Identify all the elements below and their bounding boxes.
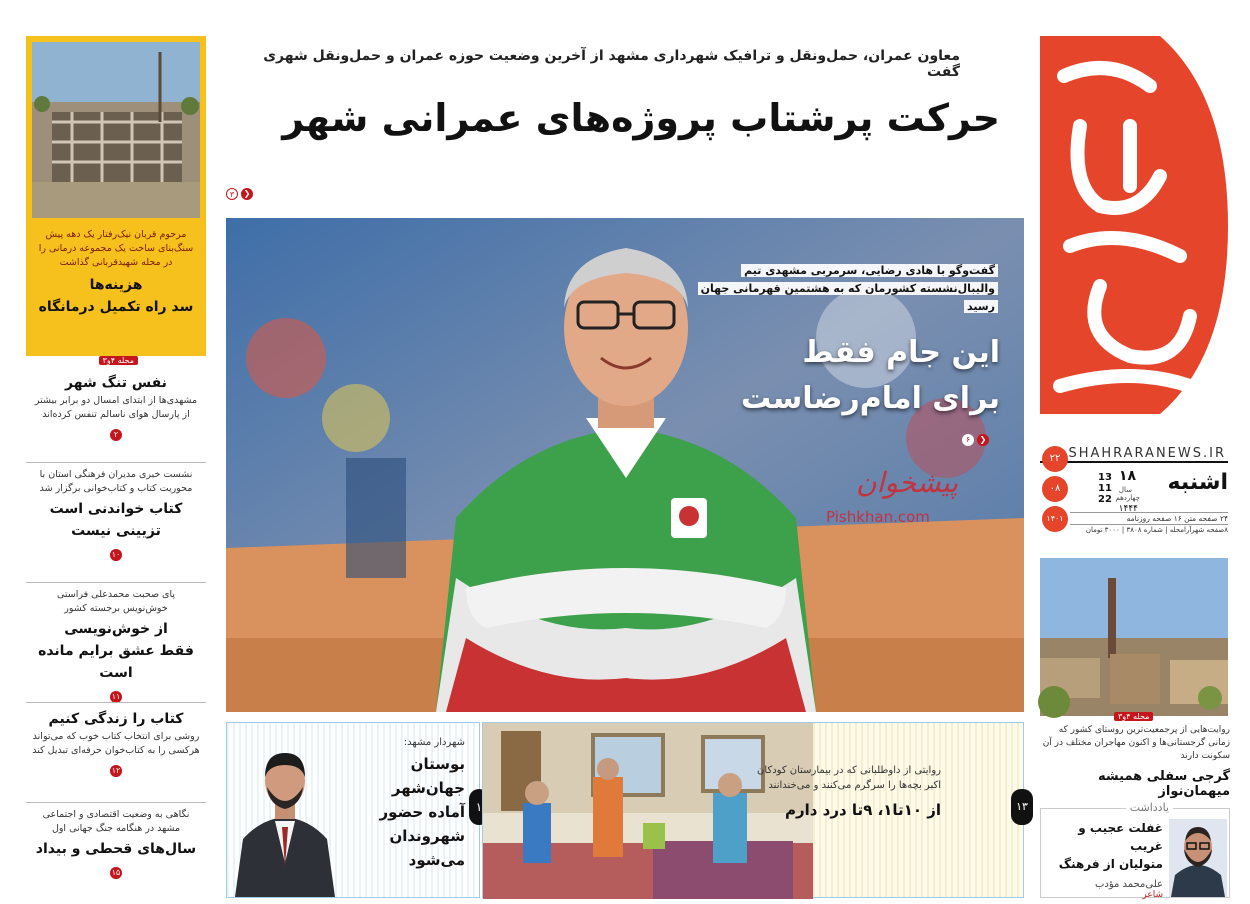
opinion-title-1: غفلت عجیب و غریب (1078, 821, 1163, 853)
main-story-kicker: گفت‌وگو با هادی رضایی، سرمربی مشهدی تیم والیبال‌نشسته کشورمان که به هشتمین قهرمانی جهان رسید (698, 262, 998, 316)
left-item-2-title-1: کتاب خواندنی است (49, 501, 183, 517)
hospital-story-text (741, 763, 941, 819)
right-photo-section-tag[interactable]: محله ۴و۳ (1114, 704, 1153, 723)
mayor-story-title-3: می‌شود (408, 851, 465, 869)
author-portrait (1169, 819, 1227, 897)
headline-page-number: ۳ (226, 188, 238, 200)
day-name: اشنبه (1167, 470, 1228, 495)
village-photo (1040, 558, 1228, 716)
left-item-4[interactable] (26, 708, 206, 798)
hospital-story[interactable] (482, 722, 1028, 898)
divider (26, 802, 206, 803)
hospital-story-kicker: روایتی از داوطلبانی که در بیمارستان کودکان اکبر بچه‌ها را سرگرم می‌کنند و می‌خندانند (757, 765, 941, 791)
label-sal: سال (1118, 486, 1132, 494)
left-item-3-kicker: پای صحبت محمدعلی فراستی خوش‌نویس برجسته کشور (56, 589, 176, 614)
left-column (26, 36, 206, 896)
opinion-title-2: متولیان از فرهنگ (1058, 857, 1163, 871)
construction-site-image (32, 42, 200, 218)
day-fa: ۱۸ (1118, 468, 1136, 484)
circle-day: ۲۲ (1042, 446, 1068, 472)
opinion-role: شاعر (1142, 890, 1163, 900)
opinion-author: علی‌محمد مؤدب (1094, 879, 1163, 890)
main-story-title-line-2: برای امام‌رضاست (740, 381, 1000, 416)
left-item-2[interactable] (26, 468, 206, 578)
mayor-portrait (231, 743, 339, 897)
mayor-story-title-1: بوستان جهان‌شهر (391, 755, 465, 797)
issue-circles (1040, 446, 1068, 532)
headline-kicker: معاون عمران، حمل‌ونقل و ترافیک شهرداری مشهد از آخرین وضعیت حوزه عمران و حمل‌ونقل شهری گفت (263, 48, 960, 80)
opinion-text (1043, 819, 1163, 900)
watermark-text: پیشخوان (856, 466, 959, 499)
left-item-3[interactable] (26, 588, 206, 701)
left-item-1-page: ۲ (110, 429, 122, 441)
left-item-3-title-2: فقط عشق برایم مانده است (38, 643, 194, 681)
gregorian-date (1098, 472, 1112, 505)
price-line: ۸صفحه شهرآرامحله | شماره ۳۸۰۸ | ۳۰۰۰ تومان (1070, 524, 1228, 534)
left-item-4-summary: روشی برای انتخاب کتاب خوب که می‌تواند هرکسی را به کتاب‌خوان حرفه‌ای تبدیل کند (32, 731, 200, 756)
left-top-title-1: هزینه‌ها (89, 277, 143, 293)
gregorian-month: 11 (1098, 483, 1112, 494)
mayor-story-text (335, 737, 465, 872)
main-story[interactable] (226, 218, 1024, 712)
left-item-1[interactable] (26, 372, 206, 460)
left-item-4-page: ۱۲ (111, 766, 121, 775)
arrow-icon: ❯ (241, 188, 253, 200)
left-item-3-page: ۱۱ (111, 692, 121, 701)
opinion-column[interactable] (1040, 801, 1230, 900)
mayor-story-title-2: آماده حضور شهروندان (379, 803, 465, 845)
left-top-section-tag[interactable]: محله ۴و۳ (99, 348, 138, 367)
arrow-icon: ❯ (977, 434, 989, 446)
year-hijri: ۱۴۴۴ (1118, 504, 1138, 514)
gregorian-day: 13 (1098, 472, 1112, 483)
left-item-3-title-1: از خوش‌نویسی (64, 621, 168, 637)
gregorian-year: 22 (1098, 494, 1112, 505)
main-story-page-number: ۶ (962, 434, 974, 446)
right-photo-summary: روایت‌هایی از پرجمعیت‌ترین روستای کشور که زمانی گرجستانی‌ها و اکنون مهاجران مختلف در آن سکونت دارند (1042, 725, 1230, 761)
date-box (1040, 446, 1228, 536)
divider (26, 582, 206, 583)
left-top-photo (26, 36, 206, 220)
left-item-5-title: سال‌های قحطی و بیداد (35, 841, 197, 857)
right-photo-title: گرجی سفلی همیشه میهمان‌نواز (1098, 769, 1230, 799)
bottom-strip (226, 722, 1028, 898)
masthead-logo[interactable] (1040, 36, 1228, 414)
left-item-4-title: کتاب را زندگی کنیم (48, 711, 184, 727)
circle-month: ۰۸ (1042, 476, 1068, 502)
divider (26, 462, 206, 463)
hospital-story-title: از ۱۰تا۱، ۹تا درد دارم (784, 801, 941, 819)
left-item-5-kicker: نگاهی به وضعیت اقتصادی و اجتماعی مشهد در هنگامه جنگ جهانی اول (42, 809, 190, 834)
left-top-story[interactable] (26, 220, 206, 356)
left-item-1-title: نفس تنگ شهر (65, 375, 167, 391)
divider (26, 702, 206, 703)
main-story-title (700, 330, 1000, 422)
label-year: چهاردهم (1115, 494, 1140, 502)
left-item-2-title-2: تزیینی نیست (71, 523, 161, 539)
opinion-label: یادداشت (1126, 801, 1173, 814)
shahrara-logo-icon (1040, 36, 1228, 414)
left-top-kicker: مرحوم قربان نیک‌رفتار یک دهه پیش سنگ‌بنای ساخت یک مجموعه درمانی را در محله شهیدقربانی گذاشت (38, 229, 194, 268)
main-headline[interactable]: حرکت پرشتاب پروژه‌های عمرانی شهر (282, 96, 1000, 140)
main-story-title-line-1: این جام فقط (802, 335, 1000, 370)
pages-line: ۲۴ صفحه متن ۱۶ صفحه روزنامه (1070, 512, 1228, 523)
main-story-page-ref[interactable] (962, 434, 989, 446)
right-photo[interactable] (1040, 558, 1228, 721)
mayor-story[interactable] (226, 722, 483, 898)
watermark-url: Pishkhan.com (826, 508, 930, 526)
left-item-5[interactable] (26, 808, 206, 894)
right-photo-story[interactable] (1040, 724, 1230, 799)
left-item-2-page: ۱۰ (111, 550, 121, 559)
mayor-story-page: ۱ (469, 789, 489, 825)
circle-year: ۱۴۰۱ (1042, 506, 1068, 532)
hospital-story-page: ۱۳ (1011, 789, 1033, 825)
mayor-story-kicker: شهردار مشهد: (403, 737, 465, 748)
left-item-2-kicker: نشست خبری مدیران فرهنگی استان با محوریت کتاب و کتاب‌خوانی برگزار شد (39, 469, 193, 494)
site-url[interactable]: SHAHRARANEWS.IR (1040, 446, 1228, 463)
left-top-title-2: سد راه تکمیل درمانگاه (38, 299, 194, 315)
left-item-5-page: ۱۵ (111, 868, 121, 877)
headline-page-ref[interactable] (226, 188, 253, 200)
left-item-1-summary: مشهدی‌ها از ابتدای امسال دو برابر بیشتر از پارسال هوای ناسالم تنفس کرده‌اند (34, 395, 198, 420)
